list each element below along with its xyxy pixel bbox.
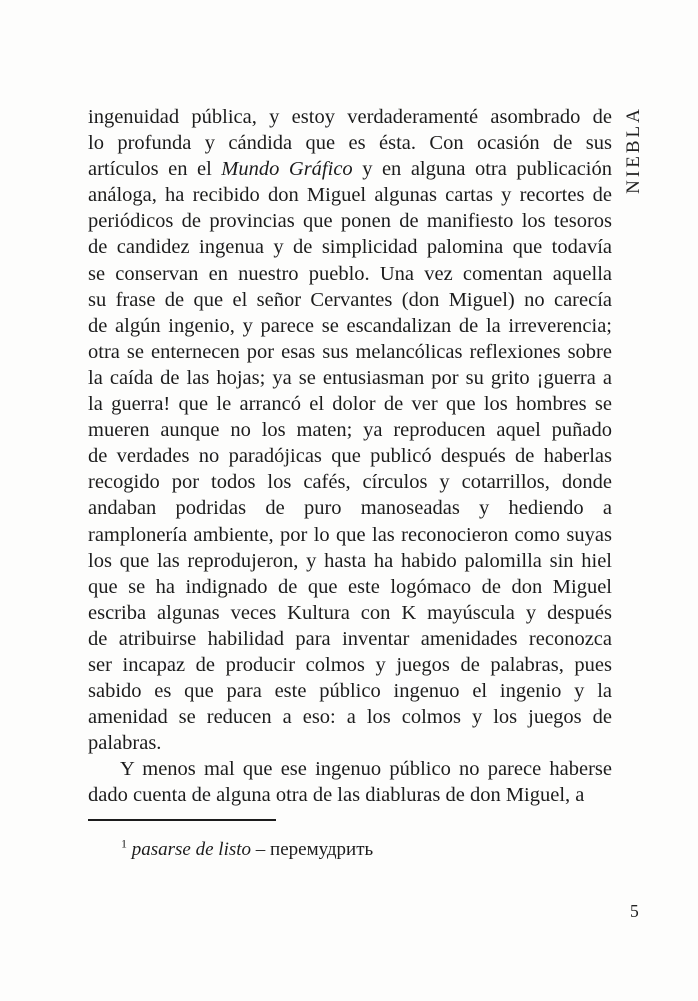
text-line: [88, 443, 612, 469]
text-line: [88, 156, 612, 182]
text-segment: de candidez ingenua y de simplicidad palomina que todavía: [88, 236, 612, 259]
text-segment: otra se enternecen por esas sus melancólicas reflexiones sobre: [88, 340, 612, 363]
text-segment: la guerra! que le arrancó el dolor de ver que los hombres se: [88, 393, 612, 416]
text-line: [88, 600, 612, 626]
page-text: [88, 104, 612, 809]
text-line: [88, 626, 612, 652]
margin-running-title: NIEBLA: [623, 106, 644, 194]
text-line: [88, 391, 612, 417]
text-line: [88, 782, 612, 808]
text-segment: palabras.: [88, 732, 162, 755]
text-segment: y en alguna otra publicación: [352, 158, 613, 181]
text-line: [88, 548, 612, 574]
text-segment: de verdades no paradójicas que publicó después de haberlas: [88, 445, 612, 468]
text-segment: análoga, ha recibido don Miguel algunas cartas y recortes de: [88, 184, 612, 207]
text-line: [88, 208, 612, 234]
footnote-marker: 1: [121, 836, 127, 851]
text-line: [88, 130, 612, 156]
text-segment: ingenuidad pública, y estoy verdaderamenté asombrado de: [88, 106, 612, 128]
text-segment: su frase de que el señor Cervantes (don Miguel) no carecía: [88, 288, 612, 311]
footnote-dash: –: [255, 839, 266, 860]
text-segment: se conservan en nuestro pueblo. Una vez comentan aquella: [88, 262, 612, 285]
text-line: [88, 678, 612, 704]
text-line: [88, 469, 612, 495]
text-segment: de atribuirse habilidad para inventar amenidades reconozca: [88, 627, 612, 650]
text-segment: andaban podridas de puro manoseadas y hediendo a: [88, 497, 612, 520]
text-segment: sabido es que para este público ingenuo el ingenio y la: [88, 680, 612, 703]
text-line: [88, 495, 612, 521]
text-segment: Y menos mal que ese ingenuo público no parece haberse: [120, 758, 612, 781]
footnote-term: pasarse de listo: [131, 839, 252, 860]
text-segment: la caída de las hojas; ya se entusiasman por su grito ¡guerra a: [88, 366, 612, 389]
text-segment: ser incapaz de producir colmos y juegos de palabras, pues: [88, 653, 612, 676]
text-segment: de algún ingenio, y parece se escandalizan de la irreverencia;: [88, 314, 612, 337]
text-segment: dado cuenta de alguna otra de las diabluras de don Miguel, a: [88, 784, 585, 807]
footnote-separator: [88, 819, 276, 821]
text-line: [88, 730, 612, 756]
text-line: [88, 339, 612, 365]
text-line: [88, 756, 612, 782]
text-line: [88, 261, 612, 287]
text-line: [88, 574, 612, 600]
text-segment: ramplonería ambiente, por lo que las reconocieron como suyas: [88, 523, 612, 546]
text-segment: que se ha indignado de que este logómaco de don Miguel: [88, 575, 612, 598]
text-segment: recogido por todos los cafés, círculos y cotarrillos, donde: [88, 471, 612, 494]
text-segment: lo profunda y cándida que es ésta. Con ocasión de sus: [88, 132, 612, 155]
text-line: [88, 104, 612, 130]
text-line: [88, 287, 612, 313]
text-segment: los que las reprodujeron, y hasta ha habido palomilla sin hiel: [88, 549, 612, 572]
text-line: [88, 704, 612, 730]
text-segment: periódicos de provincias que ponen de manifiesto los tesoros: [88, 210, 612, 233]
text-line: [88, 522, 612, 548]
text-line: [88, 182, 612, 208]
text-line: [88, 313, 612, 339]
text-line: [88, 652, 612, 678]
page-number: 5: [630, 901, 639, 921]
text-segment: artículos en el: [88, 158, 222, 181]
text-segment: escriba algunas veces Kultura con K mayúscula y después: [88, 601, 612, 624]
footnote: [88, 838, 612, 862]
text-segment: amenidad se reducen a eso: a los colmos y los juegos de: [88, 706, 612, 729]
text-segment: mueren aunque no los maten; ya reproducen aquel puñado: [88, 419, 612, 442]
text-line: [88, 365, 612, 391]
text-line: [88, 234, 612, 260]
text-line: [88, 417, 612, 443]
italic-text-segment: Mundo Gráfico: [221, 158, 353, 181]
footnote-translation: перемудрить: [270, 839, 374, 860]
